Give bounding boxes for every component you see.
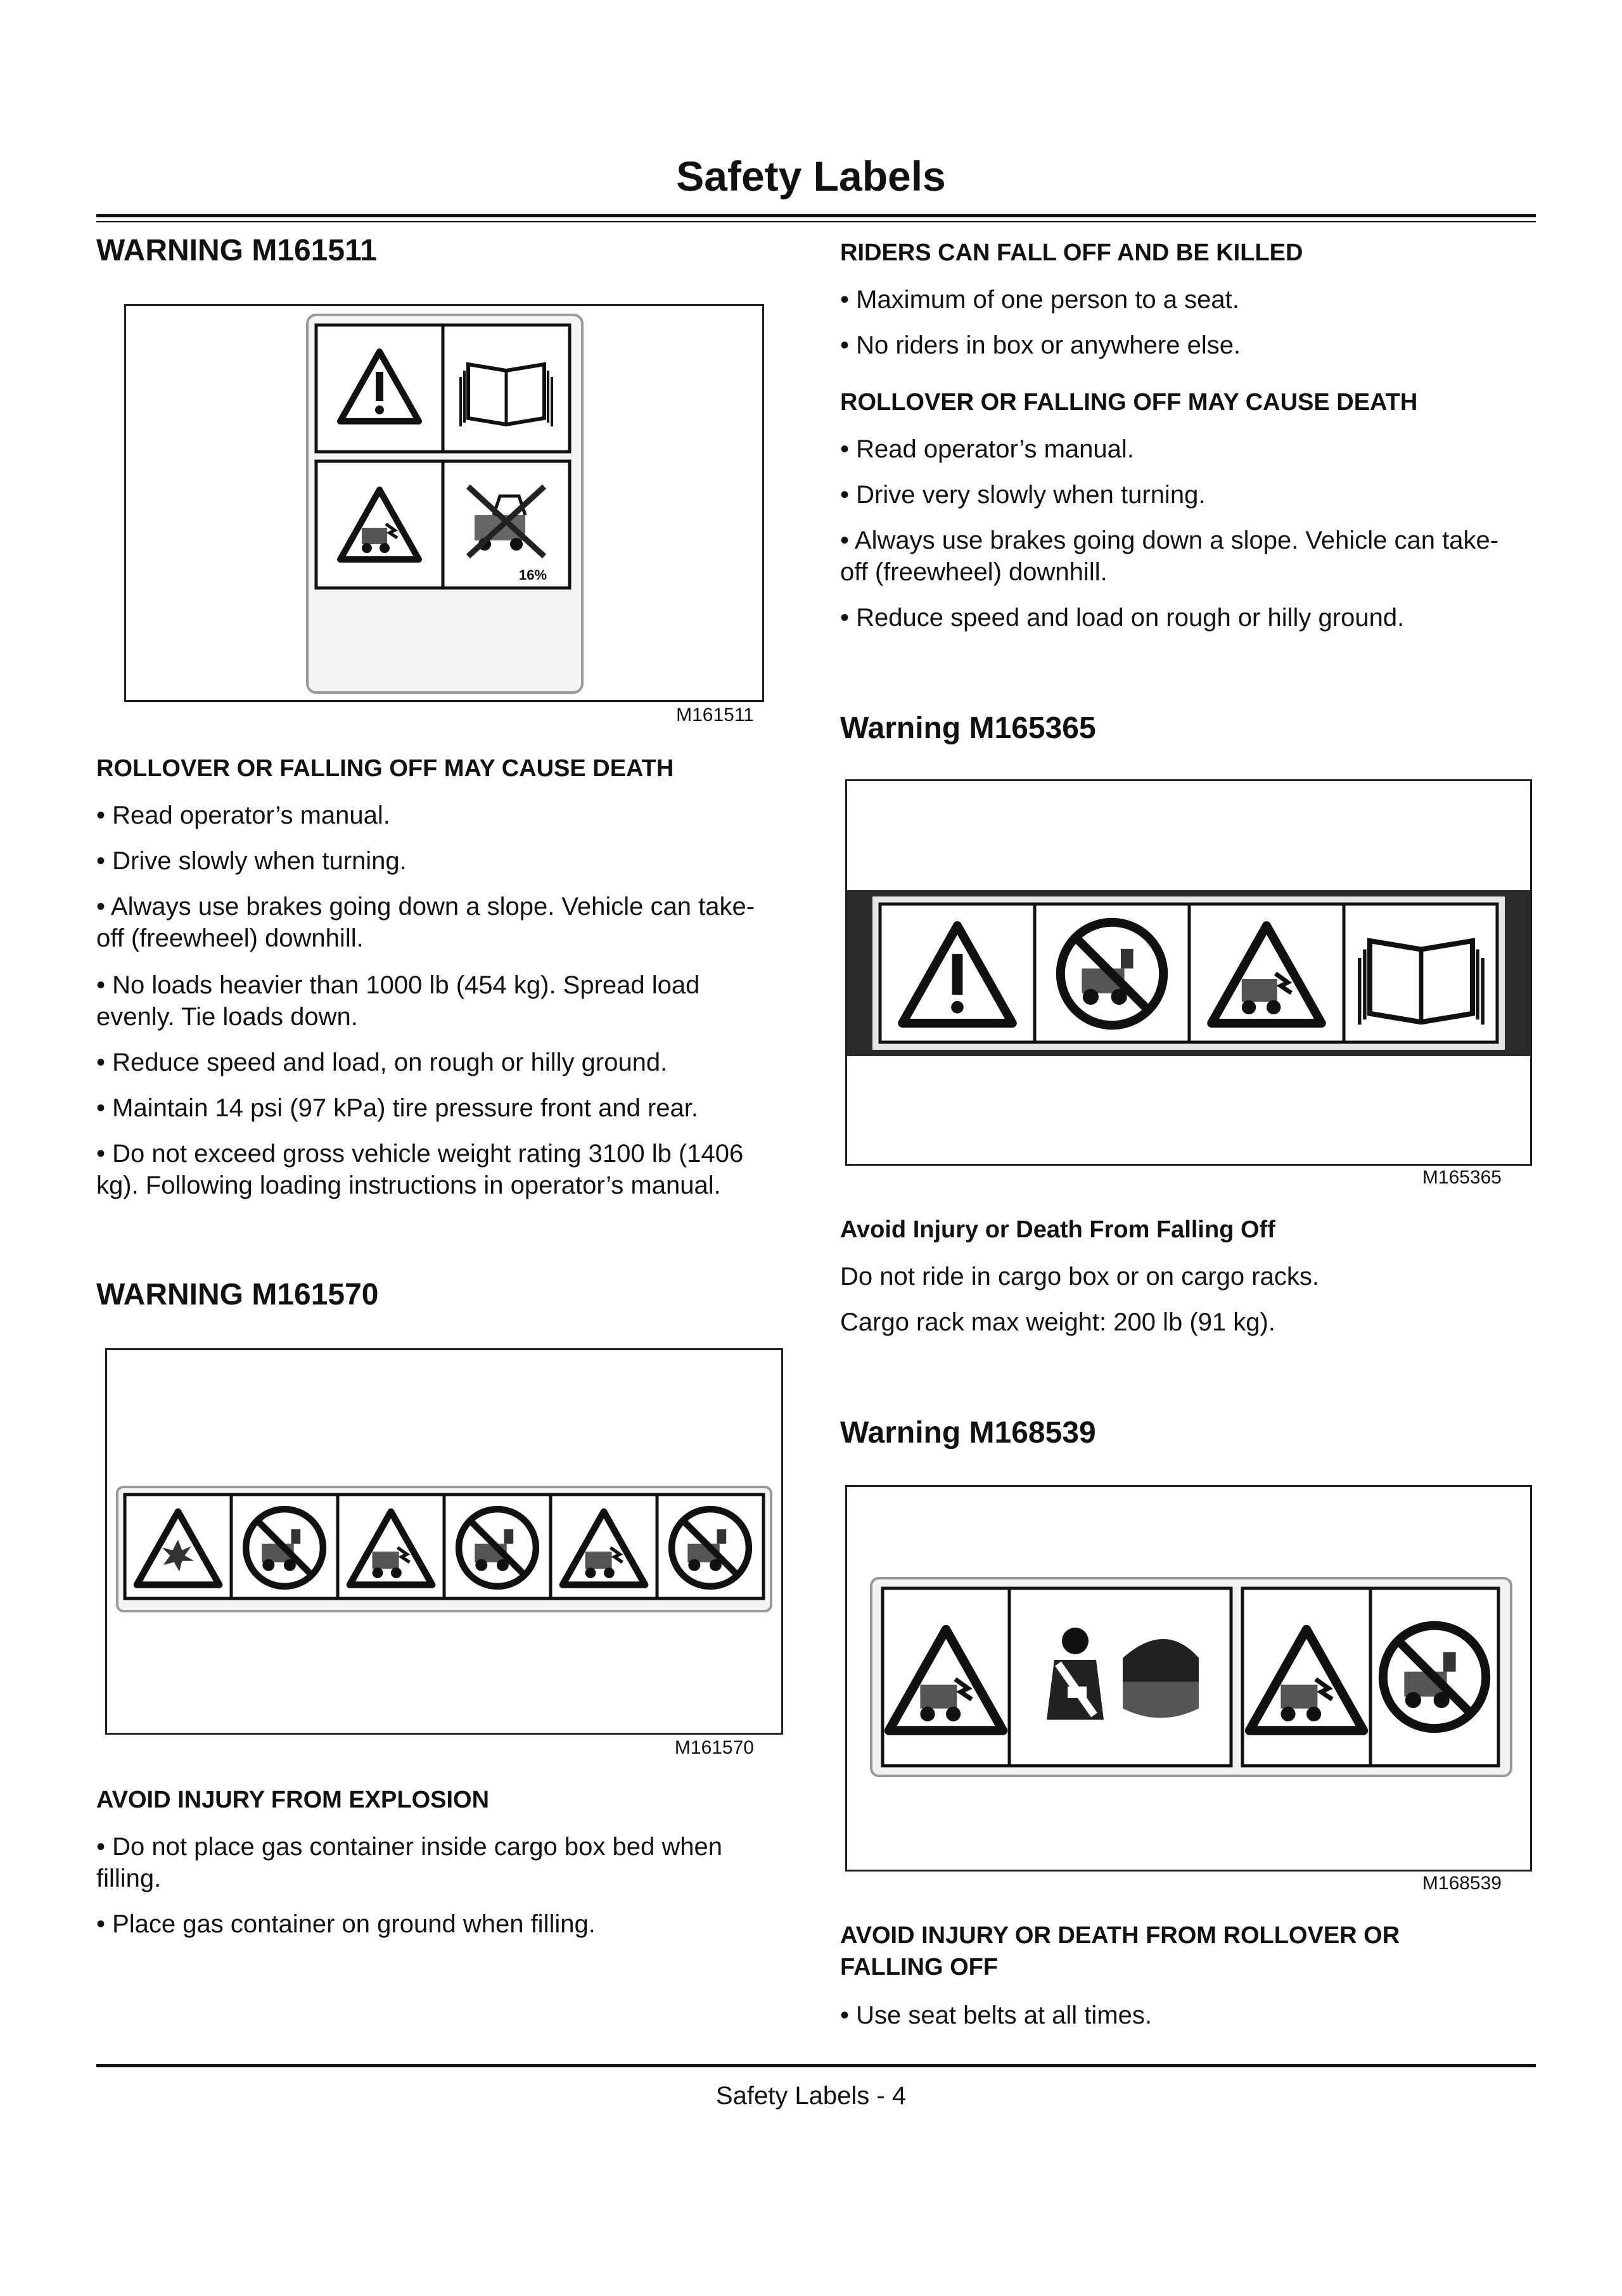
- list-item: • Do not place gas container inside cargo box bed when: [96, 1833, 722, 1861]
- caption-m161511: M161511: [676, 705, 754, 725]
- rollover-fall-subheading: AVOID INJURY OR DEATH FROM ROLLOVER OR: [840, 1922, 1400, 1949]
- list-item: filling.: [96, 1865, 162, 1892]
- list-item: • No riders in box or anywhere else.: [840, 331, 1241, 359]
- list-item: kg). Following loading instructions in operator’s manual.: [96, 1171, 721, 1199]
- book-icon: [461, 364, 552, 426]
- list-item: off (freewheel) downhill.: [96, 924, 364, 952]
- list-item: • Read operator’s manual.: [840, 435, 1134, 463]
- no-fill-in-bed-icon: [246, 1509, 323, 1586]
- riders-subheading: RIDERS CAN FALL OFF AND BE KILLED: [840, 239, 1303, 266]
- no-riders-icon: [1061, 922, 1163, 1025]
- label-image-m165365: [845, 779, 1532, 1166]
- list-item: • Maintain 14 psi (97 kPa) tire pressure front and rear.: [96, 1094, 699, 1122]
- label-image-m168539: [845, 1485, 1532, 1872]
- list-item: • No loads heavier than 1000 lb (454 kg). Spread load: [96, 971, 700, 999]
- warning-m168539-heading: Warning M168539: [840, 1416, 1096, 1450]
- rollover-subheading-right: ROLLOVER OR FALLING OFF MAY CAUSE DEATH: [840, 389, 1418, 416]
- list-item: • Drive slowly when turning.: [96, 847, 407, 875]
- falling-off-subheading: Avoid Injury or Death From Falling Off: [840, 1216, 1275, 1243]
- list-item: evenly. Tie loads down.: [96, 1003, 358, 1031]
- rollover-subheading: ROLLOVER OR FALLING OFF MAY CAUSE DEATH: [96, 755, 674, 782]
- list-item: Do not ride in cargo box or on cargo racks.: [840, 1263, 1319, 1291]
- warning-m161570-heading: WARNING M161570: [96, 1278, 379, 1311]
- list-item: • Reduce speed and load on rough or hilly ground.: [840, 604, 1405, 632]
- footer-rule: [96, 2064, 1536, 2067]
- list-item: • Do not exceed gross vehicle weight rating 3100 lb (1406: [96, 1140, 744, 1168]
- prohibit-icon: [672, 1509, 749, 1586]
- list-item: Cargo rack max weight: 200 lb (91 kg).: [840, 1308, 1275, 1336]
- caption-m168539: M168539: [1422, 1873, 1502, 1894]
- list-item: • Drive very slowly when turning.: [840, 481, 1206, 509]
- header-rule: [96, 214, 1536, 217]
- list-item: off (freewheel) downhill.: [840, 558, 1108, 586]
- warning-m165365-heading: Warning M165365: [840, 711, 1096, 745]
- caption-m161570: M161570: [674, 1737, 754, 1758]
- page-title: Safety Labels: [676, 153, 946, 200]
- list-item: • Always use brakes going down a slope. Vehicle can take-: [840, 526, 1499, 554]
- list-item: • Maximum of one person to a seat.: [840, 286, 1239, 314]
- caption-m165365: M165365: [1422, 1167, 1502, 1188]
- list-item: • Use seat belts at all times.: [840, 2001, 1152, 2029]
- header-rule-thin: [96, 221, 1536, 222]
- label-image-m161511: [124, 304, 764, 702]
- book-icon: [1360, 941, 1483, 1024]
- prohibit-icon: [1383, 1626, 1486, 1728]
- list-item: • Always use brakes going down a slope. Vehicle can take-: [96, 893, 755, 921]
- explosion-subheading: AVOID INJURY FROM EXPLOSION: [96, 1787, 490, 1813]
- list-item: • Place gas container on ground when filling.: [96, 1910, 596, 1938]
- prohibit-icon: [459, 1509, 536, 1586]
- list-item: • Read operator’s manual.: [96, 801, 390, 829]
- rollover-fall-subheading: FALLING OFF: [840, 1954, 999, 1980]
- list-item: • Reduce speed and load, on rough or hilly ground.: [96, 1049, 668, 1076]
- warning-m161511-heading: WARNING M161511: [96, 234, 377, 267]
- slope-percent-label: 16%: [519, 567, 547, 583]
- page-footer: Safety Labels - 4: [715, 2082, 907, 2110]
- label-image-m161570: [105, 1348, 783, 1735]
